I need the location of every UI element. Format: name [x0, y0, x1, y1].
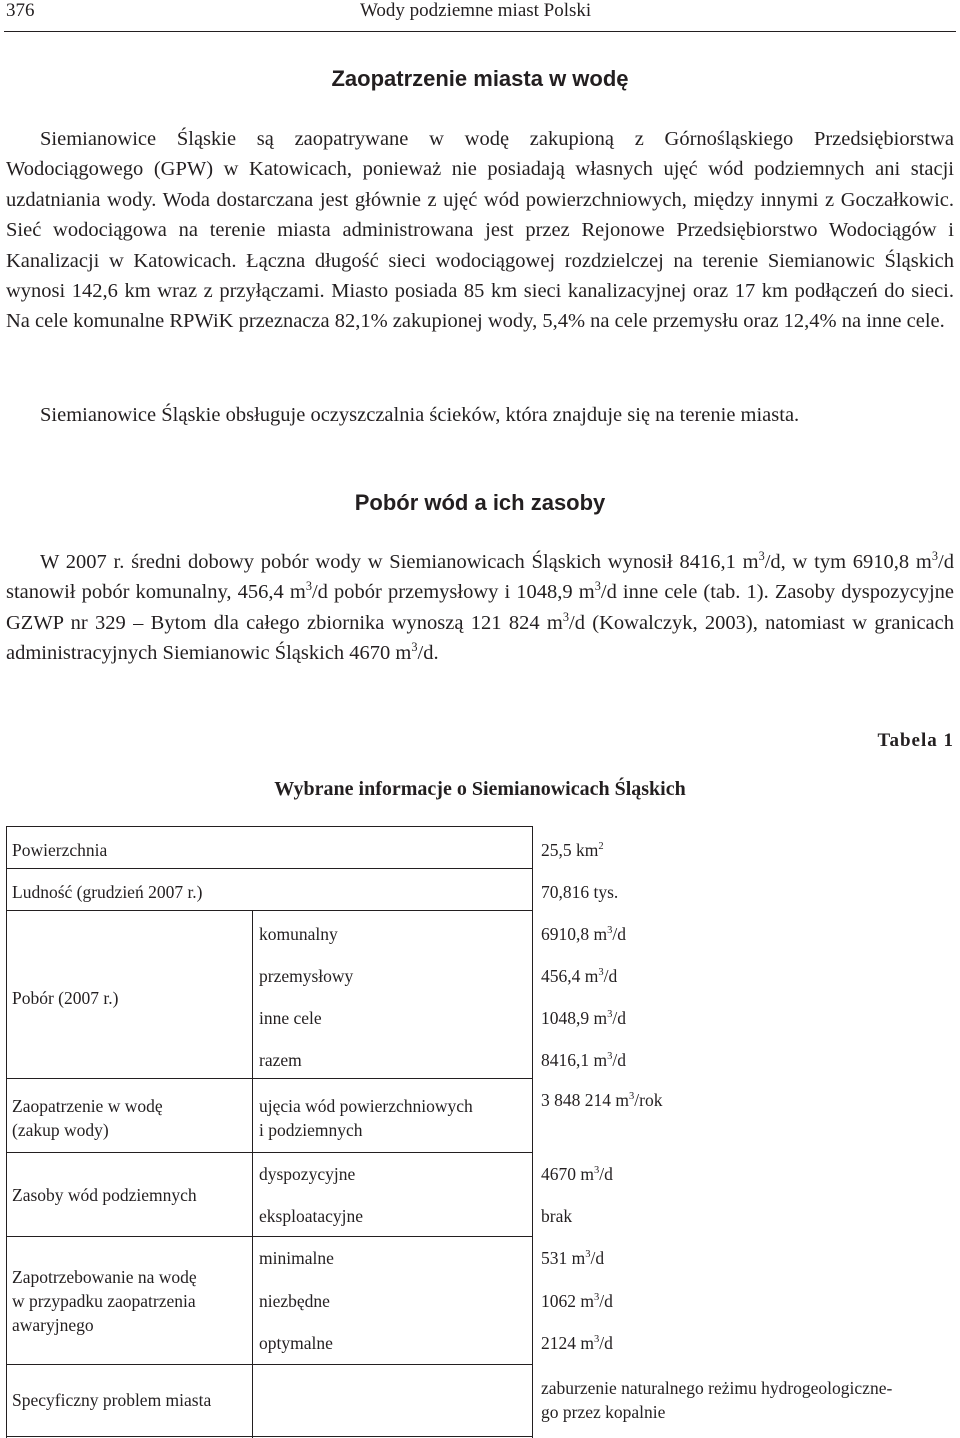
table-cell-intake-label: Pobór (2007 r.) — [12, 988, 119, 1008]
superscript: 3 — [594, 579, 601, 594]
table-cell-intake-sub: komunalny — [259, 924, 338, 944]
table-cell-intake-sub: razem — [259, 1050, 302, 1070]
cell-text: 456,4 m — [541, 966, 599, 986]
cell-text: /rok — [634, 1090, 663, 1110]
section-heading-intake-resources: Pobór wód a ich zasoby — [354, 490, 606, 515]
header-divider — [4, 31, 956, 32]
table-cell-intake-value — [541, 1048, 626, 1072]
cell-text: 6910,8 m — [541, 924, 608, 944]
table-cell-demand-sub: niezbędne — [259, 1291, 330, 1311]
table-cell-resources-sub: dyspozycyjne — [259, 1164, 356, 1184]
table-cell-population-label: Ludność (grudzień 2007 r.) — [12, 882, 203, 902]
table-cell-resources-value — [541, 1162, 613, 1186]
cell-text: 3 848 214 m — [541, 1090, 629, 1110]
table-cell-intake-sub: inne cele — [259, 1008, 322, 1028]
superscript: 3 — [607, 925, 613, 937]
table-cell-population-value: 70,816 tys. — [541, 882, 619, 902]
superscript: 3 — [629, 1091, 635, 1103]
cell-line: (zakup wody) — [12, 1120, 109, 1140]
cell-text: 2124 m — [541, 1333, 594, 1353]
superscript: 3 — [594, 1292, 600, 1304]
text-fragment: W 2007 r. średni dobowy pobór wody w Siemianowicach Śląskich wynosił 8416,1 m — [40, 551, 759, 573]
cell-line: w przypadku zaopatrzenia — [12, 1291, 196, 1311]
superscript: 3 — [562, 609, 570, 624]
table-line — [6, 826, 532, 827]
cell-text: /d — [612, 1050, 626, 1070]
cell-line: go przez kopalnie — [541, 1402, 666, 1422]
table-cell-demand-label — [12, 1265, 197, 1337]
text-fragment: /d stanowił pobór komunalny, 456,4 m — [6, 551, 954, 604]
table-cell-demand-value — [541, 1331, 613, 1355]
table-cell-intake-value — [541, 922, 626, 946]
table-label: Tabela 1 — [877, 730, 954, 751]
cell-text: /d — [599, 1164, 613, 1184]
superscript: 3 — [598, 967, 604, 979]
table-cell-resources-sub: eksploatacyjne — [259, 1206, 363, 1226]
table-cell-supply-sub — [259, 1094, 473, 1142]
table-cell-problem-value — [541, 1376, 892, 1424]
cell-text: 8416,1 m — [541, 1050, 608, 1070]
text-fragment: /d pobór przemysłowy i 1048,9 m — [311, 581, 595, 604]
table-cell-problem-label: Specyficzny problem miasta — [12, 1390, 212, 1410]
table-line — [6, 910, 532, 911]
running-title: Wody podziemne miast Polski — [360, 0, 592, 21]
paragraph-intake-resources — [6, 547, 954, 669]
cell-text: /d — [599, 1291, 613, 1311]
cell-text: /d — [603, 966, 618, 986]
superscript: 3 — [607, 1051, 613, 1063]
text-fragment: /d. — [417, 642, 439, 665]
section-heading-water-supply: Zaopatrzenie miasta w wodę — [331, 66, 629, 91]
cell-text: 1062 m — [541, 1291, 594, 1311]
running-header — [0, 0, 960, 30]
table-cell-intake-value — [541, 964, 617, 988]
table-cell-area-value — [541, 838, 604, 862]
paragraph-water-supply: Siemianowice Śląskie są zaopatrywane w wodę zakupioną z Górnośląskiego Przedsiębiorstwa Wodociągowego (GPW) w Katowicach, ponieważ nie posiadają własnych ujęć wód podziemnych ani stacji uzdatniania wody. Woda dostarczana jest głównie z ujęć wód powierzchniowych, między innymi z Goczałkowic. Sieć wodociągowa na terenie miasta administrowana jest przez Rejonowe Przedsiębiorstwo Wodociągów i Kanalizacji w Katowicach. Łączna długość sieci wodociągowej rozdzielczej na terenie Siemianowic Śląskich wynosi 142,6 km wraz z przyłączami. Miasto posiada 85 km sieci kanalizacyjnej oraz 17 km podłączeń do sieci. Na cele komunalne RPWiK przeznacza 82,1% zakupionej wody, 5,4% na cele przemysłu oraz 12,4% na inne cele. — [6, 128, 954, 333]
table-cell-resources-value: brak — [541, 1206, 573, 1226]
cell-text: 531 m — [541, 1248, 586, 1268]
text-fragment: /d inne cele (tab. 1). Zasoby dyspozycyjne GZWP nr 329 – Bytom dla całego zbiornika wynoszą 121 824 m — [6, 581, 954, 634]
table-line — [532, 826, 533, 1438]
superscript: 3 — [607, 1009, 613, 1021]
table-cell-supply-value — [541, 1088, 662, 1112]
table-line — [6, 1078, 532, 1079]
superscript: 3 — [305, 579, 312, 594]
table-cell-resources-label: Zasoby wód podziemnych — [12, 1185, 197, 1205]
paragraph-sewage-plant: Siemianowice Śląskie obsługuje oczyszczalnia ścieków, która znajduje się na terenie miasta. — [40, 404, 800, 426]
superscript: 3 — [594, 1334, 600, 1346]
cell-line: Zaopatrzenie w wodę — [12, 1096, 163, 1116]
table-cell-intake-sub: przemysłowy — [259, 966, 354, 986]
table-cell-demand-sub: optymalne — [259, 1333, 333, 1353]
table-line — [252, 910, 253, 1438]
text-fragment: /d (Kowalczyk, 2003), natomiast w granicach administracyjnych Siemianowic Śląskich 4670 m — [6, 611, 954, 665]
cell-line: Zapotrzebowanie na wodę — [12, 1267, 197, 1287]
cell-line: i podziemnych — [259, 1120, 363, 1140]
table-line — [6, 1436, 532, 1437]
table-cell-supply-label — [12, 1094, 163, 1142]
table-line — [6, 826, 7, 1438]
cell-line: zaburzenie naturalnego reżimu hydrogeologiczne- — [541, 1378, 893, 1398]
superscript: 3 — [758, 549, 765, 564]
table-cell-area-label: Powierzchnia — [12, 840, 108, 860]
superscript: 3 — [411, 640, 418, 655]
cell-line: ujęcia wód powierzchniowych — [259, 1096, 473, 1116]
superscript: 3 — [585, 1249, 591, 1261]
superscript: 3 — [931, 549, 939, 564]
cell-text: 1048,9 m — [541, 1008, 608, 1028]
table-cell-demand-value — [541, 1289, 613, 1313]
table-cell-demand-value — [541, 1246, 604, 1270]
table-line — [6, 1152, 532, 1153]
cell-text: 4670 m — [541, 1164, 594, 1184]
cell-text: 25,5 km — [541, 840, 599, 860]
cell-line: awaryjnego — [12, 1315, 94, 1335]
table-cell-intake-value — [541, 1006, 626, 1030]
cell-text: /d — [590, 1248, 605, 1268]
superscript: 2 — [598, 841, 604, 853]
cell-text: /d — [612, 1008, 626, 1028]
table-line — [6, 1236, 532, 1237]
text-fragment: /d, w tym 6910,8 m — [764, 551, 932, 573]
cell-text: /d — [612, 924, 626, 944]
table-line — [6, 1364, 532, 1365]
table-caption: Wybrane informacje o Siemianowicach Śląskich — [274, 778, 686, 800]
superscript: 3 — [594, 1165, 600, 1177]
page-number: 376 — [6, 0, 35, 21]
table-cell-demand-sub: minimalne — [259, 1248, 334, 1268]
cell-text: /d — [599, 1333, 613, 1353]
table-line — [6, 868, 532, 869]
